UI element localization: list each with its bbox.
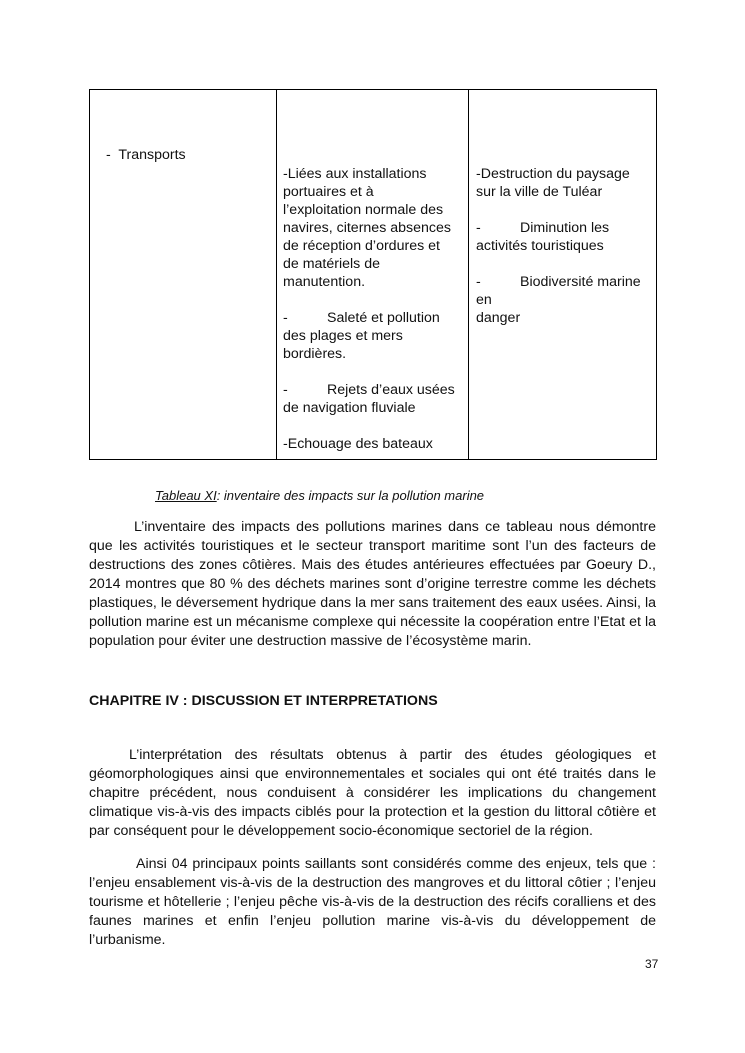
- cell-line: en: [476, 292, 492, 308]
- cell-line: [476, 219, 654, 237]
- cell-line: sur la ville de Tuléar: [476, 184, 603, 200]
- cell-line: manutention.: [283, 274, 366, 290]
- list-dash: -: [476, 220, 481, 236]
- cell-line: -Echouage des bateaux: [283, 436, 433, 452]
- list-text: Rejets d’eaux usées: [327, 382, 455, 398]
- cell-line: de réception d’ordures et: [283, 238, 440, 254]
- cell-line: -Destruction du paysage: [476, 166, 630, 182]
- list-text: Diminution les: [520, 220, 610, 236]
- caption-text: : inventaire des impacts sur la pollution marine: [216, 488, 485, 503]
- cell-line: [476, 273, 654, 291]
- column-divider: [468, 90, 469, 459]
- chapter-title: CHAPITRE IV : DISCUSSION ET INTERPRETATIONS: [89, 693, 438, 709]
- list-text: Saleté et pollution: [327, 310, 440, 326]
- list-text: Biodiversité marine: [520, 274, 641, 290]
- cell-line: danger: [476, 310, 521, 326]
- sector-label: - Transports: [106, 147, 186, 163]
- cell-line: portuaires et à: [283, 184, 374, 200]
- cell-line: [283, 309, 466, 327]
- table-caption: [155, 488, 484, 503]
- page-number: 37: [645, 957, 659, 971]
- table-cell-impacts: [476, 165, 654, 327]
- impacts-table: [89, 89, 657, 460]
- cell-line: -Liées aux installations: [283, 166, 427, 182]
- column-divider: [276, 90, 277, 459]
- list-dash: -: [283, 382, 288, 398]
- cell-line: de matériels de: [283, 256, 380, 272]
- cell-line: bordières.: [283, 346, 347, 362]
- cell-line: de navigation fluviale: [283, 400, 416, 416]
- paragraph-issues: Ainsi 04 principaux points saillants sont considérés comme des enjeux, tels que : l’enjeu ensablement vis-à-vis de la destruction des mangroves et du littoral côtier ; l’enjeu tourisme et hôtellerie ; l’enjeu pêche vis-à-vis de la destruction des récifs coralliens et des faunes marines et enfin l’enjeu pollution marine vis-à-vis du développement de l’urbanisme.: [89, 856, 656, 948]
- cell-line: activités touristiques: [476, 238, 604, 254]
- caption-label: Tableau XI: [155, 488, 217, 503]
- paragraph-interpretation: L’interprétation des résultats obtenus à partir des études géologiques et géomorphologiques ainsi que environnementales et sociales qui ont été traités dans le chapitre précédent, nous conduisent à considérer les implications du changement climatique vis-à-vis des impacts ciblés pour la protection et la gestion du littoral côtière et par conséquent pour le développement socio-économique sectoriel de la région.: [89, 747, 656, 839]
- list-dash: -: [476, 274, 481, 290]
- table-cell-sector: [106, 146, 186, 164]
- cell-line: l’exploitation normale des: [283, 202, 444, 218]
- paragraph-inventory: L’inventaire des impacts des pollutions marines dans ce tableau nous démontre que les activités touristiques et le secteur transport maritime sont l’un des facteurs de destructions des zones côtières. Mais des études antérieures effectuées par Goeury D., 2014 montres que 80 % des déchets marines sont d’origine terrestre comme les déchets plastiques, le déversement hydrique dans la mer sans traitement des eaux usées. Ainsi, la pollution marine est un mécanisme complexe qui nécessite la coopération entre l’Etat et la population pour éviter une destruction massive de l’écosystème marin.: [89, 519, 656, 649]
- list-dash: -: [283, 310, 288, 326]
- cell-line: des plages et mers: [283, 328, 403, 344]
- cell-line: navires, citernes absences: [283, 220, 451, 236]
- cell-line: [283, 381, 466, 399]
- table-cell-causes: [283, 165, 466, 453]
